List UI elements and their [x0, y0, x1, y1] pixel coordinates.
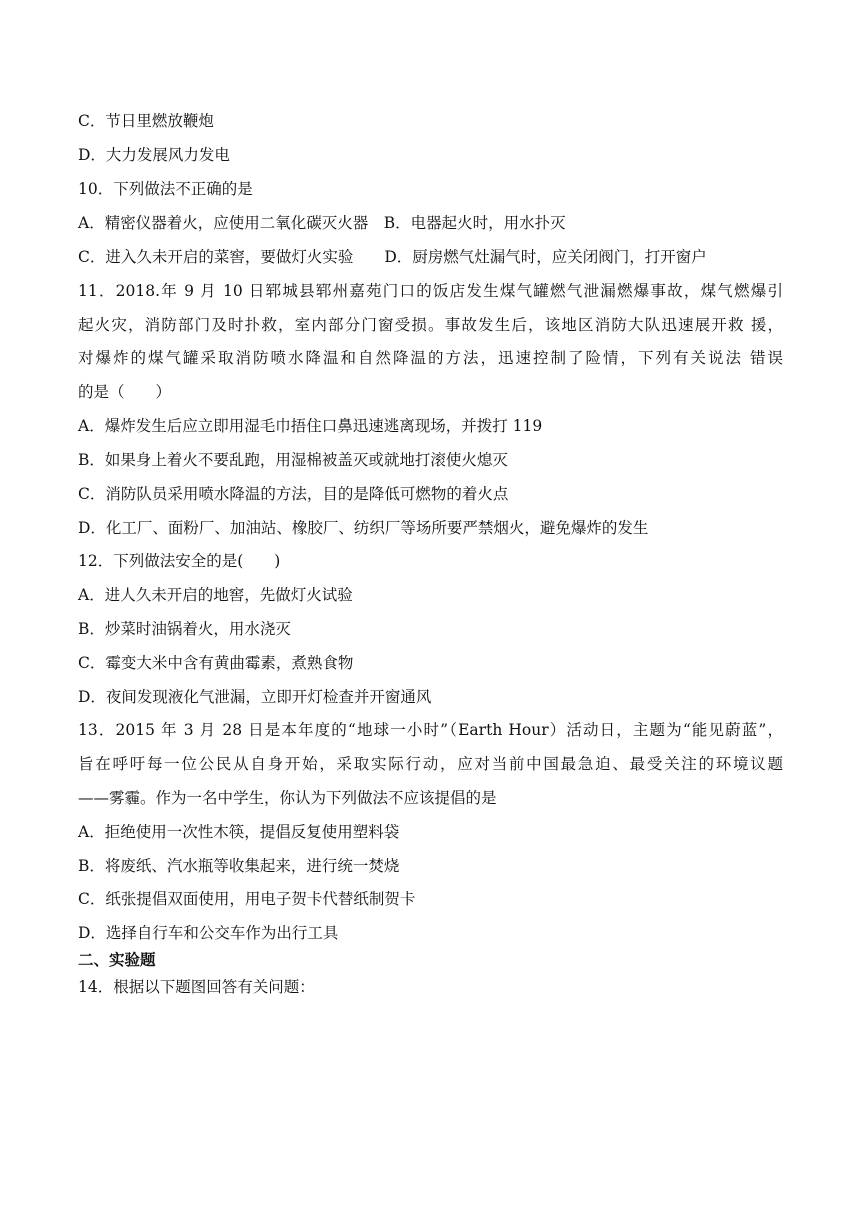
option-a-q13: A．拒绝使用一次性木筷，提倡反复使用塑料袋: [78, 823, 400, 841]
option-b-q12: B．炒菜时油锅着火，用水浇灭: [78, 620, 291, 638]
question-10: 10．下列做法不正确的是: [78, 180, 253, 198]
option-a-q12: A．进人久未开启的地窖，先做灯火试验: [78, 586, 353, 604]
question-13-line-3: ——雾霾。作为一名中学生，你认为下列做法不应该提倡的是: [78, 789, 497, 807]
option-c-q13: C．纸张提倡双面使用，用电子贺卡代替纸制贺卡: [78, 890, 416, 908]
option-d-q11: D．化工厂、面粉厂、加油站、橡胶厂、纺织厂等场所要严禁烟火，避免爆炸的发生: [78, 519, 649, 537]
question-11-line-1: 11．2018.年 9 月 10 日郓城县郓州嘉苑门口的饭店发生煤气罐燃气泄漏燃爆事故，煤气燃爆引: [78, 282, 783, 300]
option-a-q11: A．爆炸发生后应立即用湿毛巾捂住口鼻迅速逃离现场，并拨打 119: [78, 417, 543, 435]
option-b-q11: B．如果身上着火不要乱跑，用湿棉被盖灭或就地打滚使火熄灭: [78, 451, 508, 469]
option-c-q12: C．霉变大米中含有黄曲霉素，煮熟食物: [78, 654, 354, 672]
question-11-line-2: 起火灾，消防部门及时扑救，室内部分门窗受损。事故发生后，该地区消防大队迅速展开救 援，: [78, 316, 783, 334]
question-11-line-4: 的是（ ）: [78, 383, 172, 401]
option-d-q12: D．夜间发现液化气泄漏，立即开灯检查并开窗通风: [78, 688, 432, 706]
option-d-q13: D．选择自行车和公交车作为出行工具: [78, 924, 339, 942]
section-heading-experiment: 二、实验题: [78, 951, 156, 969]
option-d-q9: D．大力发展风力发电: [78, 146, 230, 164]
question-13-line-2: 旨在呼吁每一位公民从自身开始，采取实际行动，应对当前中国最急迫、最受关注的环境议题: [78, 755, 783, 773]
question-11-line-3: 对爆炸的煤气罐采取消防喷水降温和自然降温的方法，迅速控制了险情，下列有关说法 错误: [78, 349, 783, 367]
question-13-line-1: 13．2015 年 3 月 28 日是本年度的“地球一小时”（Earth Hour）活动日，主题为“能见蔚蓝”，: [78, 721, 783, 739]
options-ab-q10: A．精密仪器着火，应使用二氧化碳灭火器 B．电器起火时，用水扑灭: [78, 214, 566, 232]
question-14: 14．根据以下题图回答有关问题：: [78, 978, 315, 996]
option-c-q9: C．节日里燃放鞭炮: [78, 112, 214, 130]
question-12: 12．下列做法安全的是( ): [78, 552, 281, 570]
option-b-q13: B．将废纸、汽水瓶等收集起来，进行统一焚烧: [78, 857, 400, 875]
options-cd-q10: C．进入久未开启的菜窖，要做灯火实验 D．厨房燃气灶漏气时，应关闭阀门，打开窗户: [78, 248, 707, 266]
option-c-q11: C．消防队员采用喷水降温的方法，目的是降低可燃物的着火点: [78, 485, 509, 503]
